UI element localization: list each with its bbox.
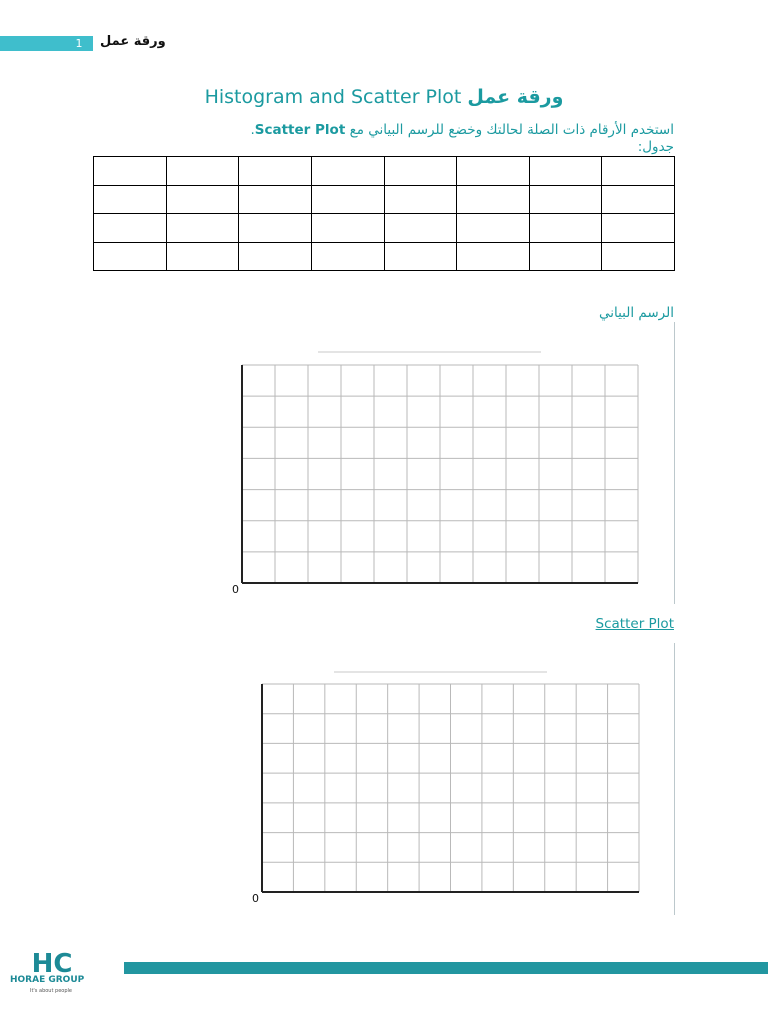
- instruction-main: استخدم الأرقام ذات الصلة لحالتك وخضع للرسم البياني مع: [349, 122, 674, 138]
- axis-origin-label: 0: [252, 892, 259, 905]
- table-cell[interactable]: [239, 185, 312, 214]
- table-cell[interactable]: [239, 242, 312, 271]
- table-cell[interactable]: [311, 157, 384, 186]
- table-cell[interactable]: [94, 214, 167, 243]
- table-cell[interactable]: [94, 242, 167, 271]
- table-cell[interactable]: [529, 242, 602, 271]
- scatter-section-label[interactable]: Scatter Plot: [595, 616, 674, 632]
- scatter-grid-svg: [248, 665, 648, 910]
- table-cell[interactable]: [457, 242, 530, 271]
- instruction-text: استخدم الأرقام ذات الصلة لحالتك وخضع للرسم البياني مع Scatter Plot. جدول:: [94, 122, 674, 156]
- table-row: [94, 157, 675, 186]
- table-cell[interactable]: [529, 214, 602, 243]
- table-cell[interactable]: [311, 242, 384, 271]
- instruction-bold: Scatter Plot: [254, 122, 346, 138]
- table-cell[interactable]: [311, 214, 384, 243]
- instruction-table-label: جدول:: [637, 139, 674, 155]
- table-row: [94, 214, 675, 243]
- table-cell[interactable]: [166, 214, 239, 243]
- axis-origin-label: 0: [232, 583, 239, 596]
- table-cell[interactable]: [529, 185, 602, 214]
- table-cell[interactable]: [602, 157, 675, 186]
- title-english: Histogram and Scatter Plot: [204, 86, 462, 108]
- document-title: [94, 86, 674, 108]
- table-cell[interactable]: [602, 214, 675, 243]
- table-row: [94, 185, 675, 214]
- title-arabic: ورقة عمل: [467, 86, 564, 108]
- table-row: [94, 242, 675, 271]
- page-number: 1: [75, 37, 83, 50]
- table-cell[interactable]: [457, 157, 530, 186]
- table-cell[interactable]: [384, 214, 457, 243]
- table-cell[interactable]: [166, 242, 239, 271]
- table-cell[interactable]: [239, 157, 312, 186]
- table-cell[interactable]: [384, 185, 457, 214]
- histogram-grid: [228, 345, 648, 600]
- scatter-margin-line: [674, 643, 675, 915]
- histogram-section-label: الرسم البياني: [598, 305, 674, 321]
- data-table: [93, 156, 675, 271]
- table-cell[interactable]: [457, 214, 530, 243]
- histogram-grid-svg: [228, 345, 648, 600]
- company-name: HORAE GROUP: [10, 975, 85, 985]
- footer-bar: [124, 962, 768, 974]
- histogram-margin-line: [674, 322, 675, 604]
- table-cell[interactable]: [602, 185, 675, 214]
- table-cell[interactable]: [384, 242, 457, 271]
- company-tagline: It's about people: [30, 988, 72, 994]
- table-cell[interactable]: [529, 157, 602, 186]
- table-cell[interactable]: [602, 242, 675, 271]
- table-cell[interactable]: [457, 185, 530, 214]
- table-cell[interactable]: [311, 185, 384, 214]
- header-title: ورقة عمل: [100, 34, 166, 49]
- table-cell[interactable]: [239, 214, 312, 243]
- logo-initials: HC: [31, 949, 73, 979]
- table-cell[interactable]: [94, 157, 167, 186]
- scatter-grid: [248, 665, 648, 910]
- table-cell[interactable]: [94, 185, 167, 214]
- table-cell[interactable]: [166, 185, 239, 214]
- table-cell[interactable]: [166, 157, 239, 186]
- table-cell[interactable]: [384, 157, 457, 186]
